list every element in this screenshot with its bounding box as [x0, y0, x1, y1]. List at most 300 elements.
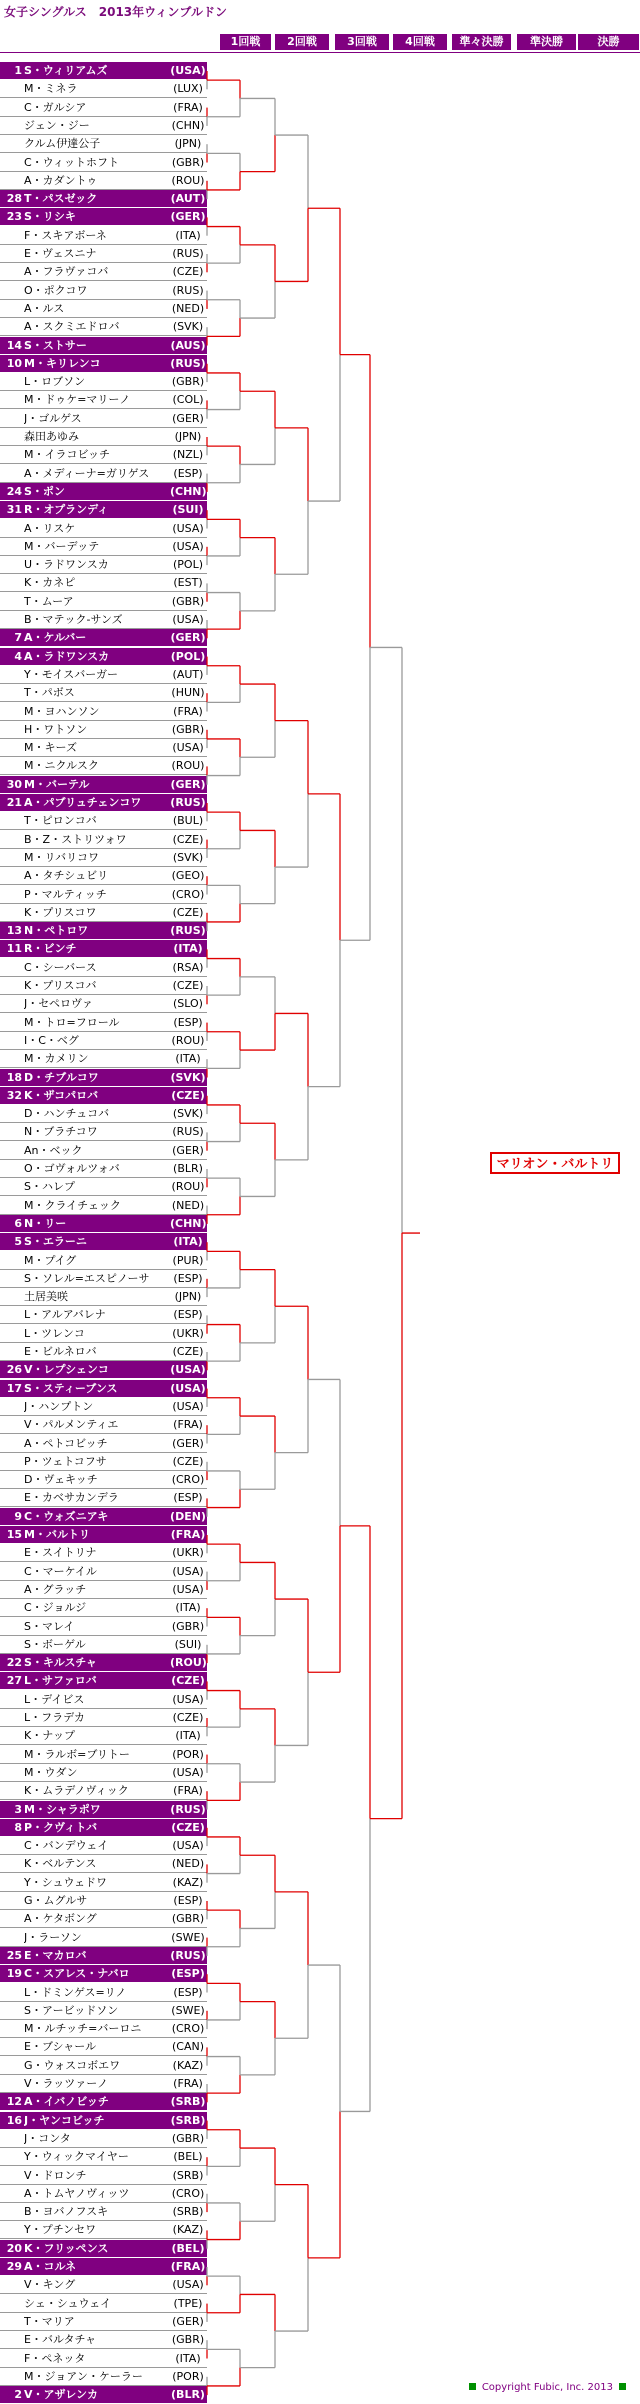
player-name: E・スイトリナ [24, 1546, 97, 1560]
seed-number: 6 [14, 1216, 22, 1230]
player-country: (RUS) [170, 796, 206, 809]
player-name: A・カダントゥ [24, 173, 98, 187]
player-name: C・ガルシア [24, 100, 87, 114]
player-country: (GBR) [171, 1912, 205, 1926]
player-country: (ROU) [171, 1180, 205, 1194]
player-name: M・クライチェック [24, 1198, 121, 1212]
player-country: (GER) [172, 411, 204, 425]
player-name: K・フリッペンス [24, 2241, 109, 2255]
player-name: J・コンタ [24, 2131, 71, 2145]
player-country: (GER) [170, 777, 206, 791]
player-country: (ESP) [173, 1491, 203, 1505]
player-country: (RUS) [170, 1802, 206, 1816]
player-name: A・メディーナ=ガリゲス [24, 466, 150, 480]
player-country: (ITA) [173, 942, 203, 956]
player-name: R・オプランディ [24, 503, 109, 517]
seed-number: 29 [6, 2260, 22, 2273]
player-name: 森田あゆみ [24, 430, 79, 443]
player-name: C・ウォズニアキ [24, 1509, 109, 1523]
seed-number: 8 [14, 1820, 22, 1834]
player-country: (CRO) [171, 2022, 205, 2036]
player-name: C・マーケイル [24, 1564, 97, 1578]
player-name: S・ウィリアムズ [24, 64, 108, 77]
player-country: (ESP) [173, 1308, 203, 1322]
player-country: (ESP) [173, 1894, 203, 1907]
player-country: (SUI) [174, 1637, 202, 1651]
player-country: (GBR) [171, 375, 205, 389]
seed-number: 31 [6, 503, 22, 517]
player-name: E・マカロバ [24, 1948, 87, 1962]
player-country: (GER) [172, 1436, 204, 1450]
player-country: (SVK) [170, 1070, 206, 1084]
player-country: (ESP) [173, 1271, 203, 1285]
player-country: (LUX) [173, 82, 203, 96]
player-name: J・セペロヴァ [24, 997, 93, 1011]
player-country: (SRB) [170, 2095, 206, 2109]
player-name: B・マテック-サンズ [24, 613, 123, 626]
player-name: S・ポン [24, 484, 65, 498]
player-country: (POR) [172, 1747, 204, 1761]
footer [463, 2382, 632, 2393]
player-country: (ITA) [175, 1052, 201, 1066]
player-name: N・ブラチコワ [24, 1125, 98, 1139]
player-name: S・マレイ [24, 1619, 75, 1633]
player-name: C・バンデウェイ [24, 1839, 109, 1853]
seed-number: 22 [6, 1656, 22, 1670]
player-country: (UKR) [172, 1546, 204, 1560]
player-country: (ITA) [173, 1235, 203, 1249]
round-header: 3回戦 [335, 34, 390, 50]
player-country: (NED) [171, 301, 205, 315]
player-country: (RUS) [170, 924, 206, 938]
player-name: O・ゴヴォルツォバ [24, 1162, 120, 1175]
player-name: E・ヴェスニナ [24, 247, 97, 260]
seed-number: 19 [6, 1967, 22, 1981]
player-name: A・コルネ [24, 2260, 77, 2273]
player-country: (CZE) [172, 1454, 204, 1468]
player-country: (NED) [171, 1198, 205, 1212]
player-name: I・C・ベグ [24, 1033, 79, 1047]
player-name: V・レプシェンコ [24, 1363, 109, 1377]
player-name: M・ラルボ=ブリトー [24, 1747, 130, 1761]
player-name: M・キーズ [24, 741, 77, 755]
player-name: S・ストサー [24, 338, 87, 352]
player-name: T・パスゼック [24, 192, 98, 206]
player-name: E・ビルネロバ [24, 1345, 97, 1358]
player-name: C・スアレス・ナバロ [24, 1967, 130, 1981]
player-name: A・リスケ [24, 521, 76, 535]
player-name: B・Z・ストリツォワ [24, 832, 127, 846]
player-name: T・マリア [24, 2314, 75, 2328]
player-country: (JPN) [174, 430, 202, 443]
player-name: G・ウォスコボエワ [24, 2058, 121, 2072]
player-name: P・クヴィトバ [24, 1820, 98, 1834]
player-country: (EST) [173, 576, 203, 590]
player-name: F・スキアボーネ [24, 228, 107, 242]
player-name: A・パブリュチェンコワ [24, 796, 142, 809]
player-name: L・アルアバレナ [24, 1308, 106, 1322]
seed-number: 4 [14, 649, 22, 663]
champion-box: マリオン・バルトリ [490, 1152, 620, 1174]
player-name: U・ラドワンスカ [24, 558, 109, 572]
player-name: L・フラデカ [24, 1711, 85, 1724]
player-name: クルム伊達公子 [24, 137, 101, 151]
player-country: (ITA) [175, 1729, 201, 1743]
player-name: A・グラッチ [24, 1582, 87, 1596]
player-name: S・ボーゲル [24, 1637, 86, 1651]
player-name: M・リバリコワ [24, 850, 99, 864]
player-country: (FRA) [173, 2077, 203, 2090]
player-country: (HUN) [171, 686, 205, 700]
player-country: (ESP) [173, 1015, 203, 1029]
player-name: M・キリレンコ [24, 356, 101, 370]
player-country: (SRB) [172, 2168, 204, 2182]
player-country: (CHN) [170, 1216, 207, 1230]
player-country: (BUL) [172, 814, 204, 828]
seed-number: 9 [14, 1509, 22, 1523]
seed-number: 30 [6, 777, 22, 791]
round-header: 2回戦 [275, 34, 330, 50]
player-country: (SLO) [173, 997, 203, 1011]
round-header: 準決勝 [517, 34, 577, 50]
seed-number: 2 [14, 2388, 22, 2402]
player-country: (AUS) [170, 338, 206, 352]
seed-number: 14 [6, 338, 22, 352]
seed-number: 28 [6, 192, 22, 206]
player-country: (ROU) [171, 759, 205, 773]
player-name: L・デイビス [24, 1692, 85, 1706]
player-country: (POL) [172, 558, 203, 572]
player-country: (KAZ) [172, 1875, 204, 1889]
player-country: (POR) [172, 2369, 204, 2383]
player-country: (CRO) [171, 1473, 205, 1487]
player-name: H・ワトソン [24, 722, 88, 736]
player-country: (USA) [170, 64, 206, 77]
player-name: S・スティーブンス [24, 1381, 118, 1395]
player-country: (FRA) [173, 1418, 203, 1432]
seed-number: 27 [6, 1674, 22, 1688]
player-country: (CZE) [172, 979, 204, 992]
copyright-text: Copyright Fubic, Inc. 2013 [481, 2382, 613, 2393]
player-name: A・ラドワンスカ [24, 649, 110, 663]
player-name: M・ジョアン・ケーラー [24, 2369, 143, 2383]
player-name: B・ヨバノフスキ [24, 2205, 109, 2219]
player-country: (CRO) [171, 2186, 205, 2200]
seed-number: 5 [14, 1235, 22, 1249]
round-header: 4回戦 [393, 34, 448, 50]
seed-number: 3 [14, 1802, 22, 1816]
player-name: S・キルスチャ [24, 1656, 97, 1670]
player-country: (GER) [172, 1143, 204, 1157]
player-name: A・ルス [24, 301, 65, 315]
player-country: (ROU) [171, 173, 205, 187]
player-country: (KAZ) [172, 2223, 204, 2237]
seed-number: 24 [6, 484, 22, 498]
player-name: Y・ウィックマイヤー [24, 2150, 129, 2164]
player-name: M・シャラポワ [24, 1802, 101, 1816]
seed-number: 15 [6, 1528, 22, 1541]
player-name: A・タチシュビリ [24, 869, 109, 883]
player-name: 土居美咲 [24, 1290, 68, 1304]
seed-number: 10 [6, 356, 22, 370]
player-country: (ESP) [173, 466, 203, 480]
player-country: (RUS) [172, 1125, 204, 1139]
player-country: (RUS) [172, 283, 204, 297]
player-country: (ESP) [171, 1967, 205, 1981]
player-name: M・バーテル [24, 777, 90, 791]
player-country: (UKR) [172, 1326, 204, 1340]
player-name: E・ブシャール [24, 2040, 97, 2054]
player-country: (BEL) [171, 2241, 205, 2255]
player-name: K・プリスコバ [24, 979, 97, 992]
player-country: (GBR) [171, 2333, 205, 2347]
player-country: (USA) [172, 1582, 204, 1596]
player-name: M・カメリン [24, 1052, 89, 1066]
player-name: M・プイグ [24, 1253, 77, 1267]
player-country: (NED) [171, 1857, 205, 1871]
player-country: (CZE) [171, 1088, 205, 1102]
player-country: (RUS) [170, 356, 206, 370]
player-name: M・イラコビッチ [24, 448, 111, 462]
player-country: (FRA) [170, 2260, 206, 2273]
player-name: M・ニクルスク [24, 759, 99, 773]
player-name: O・ポクコワ [24, 283, 88, 297]
player-country: (JPN) [174, 1290, 202, 1304]
seed-number: 11 [6, 942, 22, 956]
player-name: A・ペトコビッチ [24, 1436, 108, 1450]
player-country: (USA) [170, 1363, 206, 1377]
player-country: (JPN) [174, 137, 202, 151]
player-name: T・ピロンコバ [24, 814, 97, 828]
footer-square-icon [469, 2383, 476, 2390]
page-title: 女子シングルス 2013年ウィンブルドン [4, 5, 227, 19]
player-name: V・ドロンチ [24, 2168, 87, 2182]
player-country: (RUS) [170, 1948, 206, 1962]
player-name: K・ベルテンス [24, 1857, 97, 1871]
player-country: (USA) [170, 1381, 206, 1395]
player-country: (USA) [172, 2278, 204, 2292]
seed-number: 17 [6, 1381, 22, 1395]
player-country: (ITA) [175, 2351, 201, 2365]
seed-number: 32 [6, 1088, 22, 1102]
player-country: (USA) [172, 1765, 204, 1779]
player-country: (BEL) [173, 2150, 203, 2164]
player-country: (DEN) [170, 1509, 206, 1523]
player-country: (GBR) [171, 2131, 205, 2145]
player-name: A・トムヤノヴィッツ [24, 2186, 130, 2200]
player-country: (ROU) [171, 1033, 205, 1047]
player-name: P・マルティッチ [24, 887, 107, 901]
player-country: (SRB) [172, 2205, 204, 2219]
player-country: (USA) [172, 539, 204, 553]
player-country: (NZL) [172, 448, 204, 462]
player-name: J・ラーソン [24, 1930, 82, 1944]
seed-number: 21 [6, 796, 22, 809]
player-name: C・ウィットホフト [24, 155, 120, 169]
player-country: (CHN) [171, 118, 205, 132]
player-country: (SUI) [172, 503, 204, 517]
player-country: (TPE) [173, 2296, 203, 2310]
player-name: E・カベサカンデラ [24, 1491, 119, 1505]
player-name: A・ケルバー [24, 631, 87, 645]
player-name: シェ・シュウェイ [24, 2296, 112, 2310]
round-header: 準々決勝 [452, 34, 512, 50]
player-country: (FRA) [173, 100, 203, 114]
player-name: T・パボス [24, 686, 75, 700]
player-country: (SVK) [172, 320, 204, 334]
player-name: C・シーバース [24, 960, 97, 974]
player-name: A・ケタボング [24, 1912, 97, 1926]
player-country: (GER) [172, 2314, 204, 2328]
player-name: A・スクミエドロバ [24, 320, 120, 334]
seed-number: 1 [14, 64, 22, 77]
player-country: (BLR) [171, 2388, 205, 2402]
player-country: (SWE) [171, 1930, 205, 1944]
round-header: 1回戦 [220, 34, 272, 50]
player-name: V・ラッツァーノ [24, 2077, 108, 2090]
player-name: J・ゴルゲス [24, 411, 82, 425]
player-country: (ESP) [173, 1985, 203, 1999]
player-name: Y・プチンセワ [24, 2223, 97, 2237]
player-country: (CZE) [171, 1674, 205, 1688]
player-country: (POL) [170, 649, 206, 663]
player-country: (GBR) [171, 155, 205, 169]
seed-number: 23 [6, 210, 22, 224]
player-country: (GBR) [171, 594, 205, 608]
player-country: (BLR) [173, 1162, 203, 1175]
player-name: M・ドゥケ=マリーノ [24, 393, 131, 407]
player-name: S・リシキ [24, 210, 76, 224]
player-country: (USA) [172, 521, 204, 535]
player-country: (ROU) [170, 1656, 207, 1670]
player-country: (USA) [172, 1564, 204, 1578]
player-name: M・ウダン [24, 1765, 78, 1779]
player-name: V・キング [24, 2278, 76, 2292]
player-country: (GEO) [171, 869, 205, 883]
player-name: A・フラヴァコバ [24, 265, 109, 279]
player-country: (KAZ) [172, 2058, 204, 2072]
player-country: (CRO) [171, 887, 205, 901]
player-name: J・ヤンコビッチ [24, 2113, 105, 2127]
player-name: T・ムーア [24, 594, 74, 608]
player-name: D・ハンチュコバ [24, 1107, 110, 1121]
player-name: M・バーデッテ [24, 539, 100, 553]
player-country: (PUR) [172, 1253, 204, 1267]
player-name: P・ツェトコフサ [24, 1454, 107, 1468]
player-country: (ITA) [175, 228, 201, 242]
player-name: K・プリスコワ [24, 905, 97, 919]
player-country: (CZE) [172, 1345, 204, 1358]
player-name: J・ハンプトン [24, 1399, 94, 1413]
player-country: (CZE) [172, 265, 204, 279]
player-country: (FRA) [170, 1528, 206, 1541]
player-name: K・カネピ [24, 576, 76, 590]
player-name: L・ドミンゲス=リノ [24, 1985, 127, 1999]
player-name: C・ジョルジ [24, 1601, 87, 1615]
player-name: ジェン・ジー [24, 118, 90, 132]
player-country: (GBR) [171, 722, 205, 736]
player-country: (USA) [172, 613, 204, 626]
player-country: (SWE) [171, 2003, 205, 2017]
player-name: K・ナップ [24, 1729, 75, 1743]
round-header: 決勝 [578, 34, 640, 50]
seed-number: 16 [6, 2113, 22, 2127]
player-name: M・バルトリ [24, 1528, 90, 1541]
player-name: S・ソレル=エスピノーサ [24, 1271, 150, 1285]
player-name: V・アザレンカ [24, 2388, 99, 2402]
player-country: (CZE) [172, 832, 204, 846]
player-country: (SVK) [172, 1107, 204, 1121]
seed-number: 25 [6, 1948, 22, 1962]
player-name: R・ビンチ [24, 942, 77, 956]
player-name: Y・シュウェドワ [24, 1875, 108, 1889]
player-country: (CZE) [172, 905, 204, 919]
player-name: L・サファロバ [24, 1674, 97, 1688]
player-name: G・ムグルサ [24, 1894, 88, 1907]
player-country: (CAN) [171, 2040, 205, 2054]
player-name: M・トロ=フロール [24, 1015, 120, 1029]
player-country: (AUT) [170, 192, 206, 206]
player-country: (AUT) [172, 667, 204, 681]
seed-number: 20 [6, 2241, 22, 2255]
player-name: N・リー [24, 1216, 67, 1230]
player-country: (CZE) [172, 1711, 204, 1724]
player-name: An・ベック [24, 1143, 83, 1157]
player-country: (SRB) [170, 2113, 206, 2127]
player-name: M・ミネラ [24, 82, 78, 96]
player-name: K・ムラデノヴィック [24, 1784, 129, 1798]
player-country: (ITA) [175, 1601, 201, 1615]
player-name: M・ルチッチ=バーロニ [24, 2022, 142, 2036]
player-country: (USA) [172, 1839, 204, 1853]
player-country: (GER) [170, 210, 206, 224]
player-name: L・ロブソン [24, 375, 86, 389]
player-country: (GER) [170, 631, 206, 645]
player-name: E・バルタチャ [24, 2333, 97, 2347]
player-name: M・ヨハンソン [24, 704, 100, 718]
player-country: (RSA) [172, 960, 204, 974]
player-name: N・ペトロワ [24, 924, 89, 938]
player-country: (USA) [172, 1692, 204, 1706]
player-name: K・ザコパロバ [24, 1088, 99, 1102]
player-name: D・チブルコワ [24, 1070, 99, 1084]
player-name: F・ペネッタ [24, 2351, 86, 2365]
player-name: Y・モイスバーガー [24, 667, 119, 681]
player-country: (USA) [172, 741, 204, 755]
seed-number: 18 [6, 1070, 22, 1084]
player-name: S・アービッドソン [24, 2003, 119, 2017]
seed-number: 26 [6, 1363, 22, 1377]
player-country: (RUS) [172, 247, 204, 260]
player-country: (CZE) [171, 1820, 205, 1834]
player-name: S・ハレプ [24, 1180, 75, 1194]
player-country: (GBR) [171, 1619, 205, 1633]
player-country: (CHN) [170, 484, 207, 498]
player-name: S・エラーニ [24, 1235, 87, 1249]
player-name: A・イバノビッチ [24, 2095, 109, 2109]
seed-number: 13 [6, 924, 22, 938]
player-country: (USA) [172, 1399, 204, 1413]
player-name: L・ツレンコ [24, 1326, 85, 1340]
player-name: V・パルメンティエ [24, 1418, 119, 1432]
player-country: (COL) [172, 393, 204, 407]
player-country: (FRA) [173, 1784, 203, 1798]
player-country: (FRA) [173, 704, 203, 718]
footer-square-icon [619, 2383, 626, 2390]
seed-number: 7 [14, 631, 22, 645]
player-name: D・ヴェキッチ [24, 1473, 98, 1487]
player-country: (SVK) [172, 850, 204, 864]
